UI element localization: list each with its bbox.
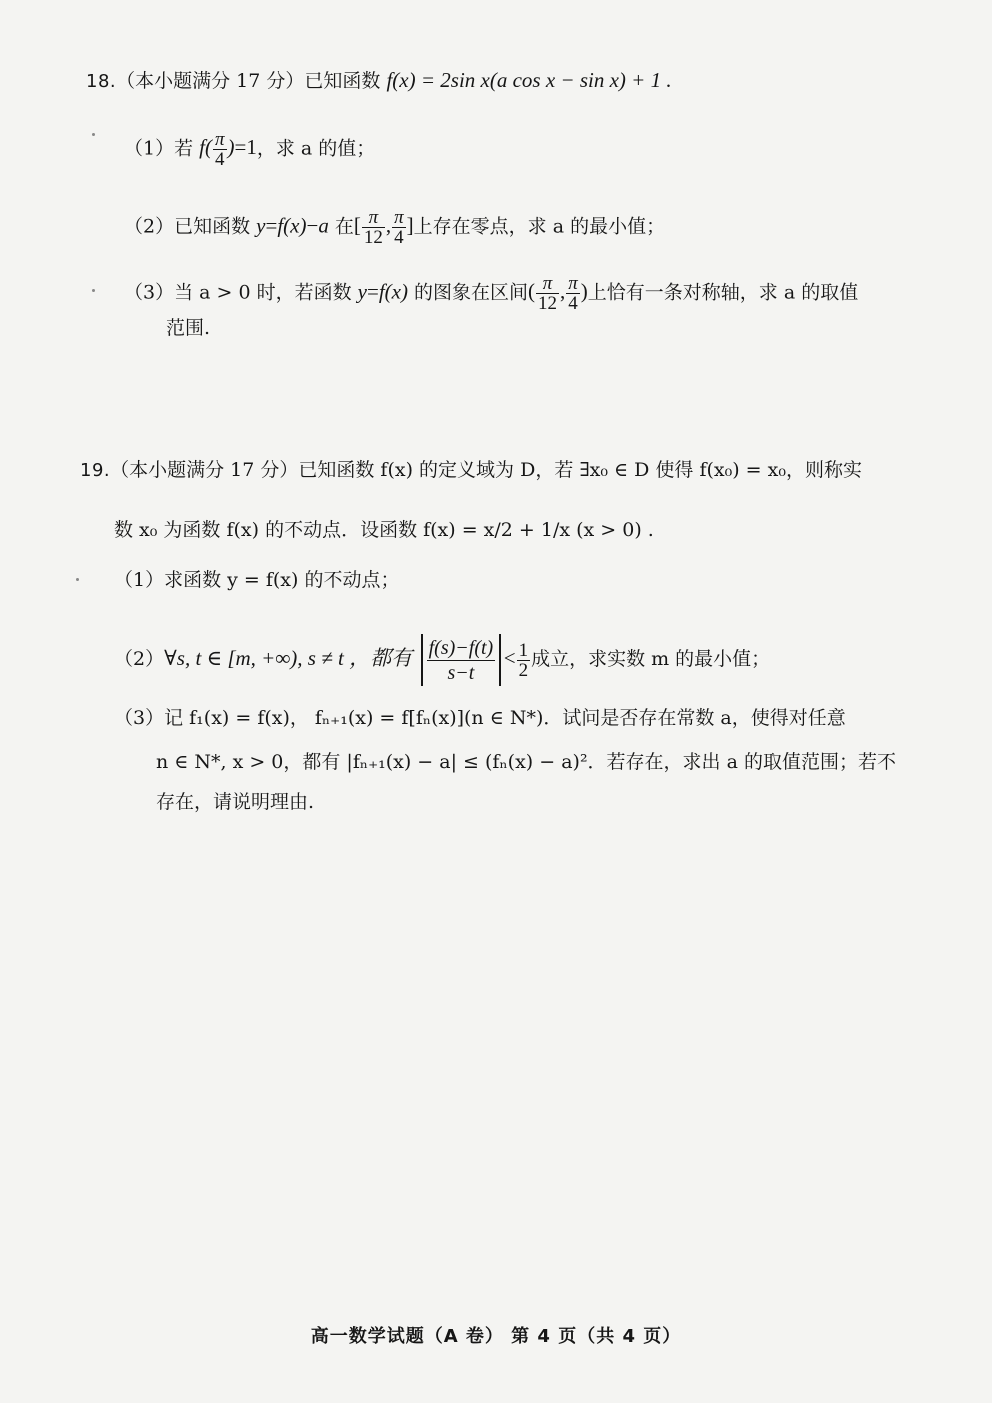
part-math: $\frac{f(s)-f(t)}{s-t}$ < $\frac{1}{2}$: [418, 646, 531, 670]
problem-19-header-continuation: 数 x₀ 为函数 f(x) 的不动点．设函数 f(x) = x/2 + 1/x (x > 0) .: [114, 519, 654, 541]
problem-18-formula: f(x) = 2sin x(a cos x − sin x) + 1 .: [386, 68, 672, 92]
part-text: 记 f₁(x) = f(x)， fₙ₊₁(x) = f[fₙ(x)](n ∈ N*)．试问是否存在常数 a，使得对任意: [164, 707, 846, 729]
interval: [ $\frac{\pi}{12}$ , $\frac{\pi}{4}$ ]: [353, 207, 414, 248]
problem-18-part-3: （3）当 a > 0 时，若函数 y=f(x) 的图象在区间( $\frac{\pi}{12}$ , $\frac{\pi}{4}$ )上恰有一条对称轴，求 a 的取值: [124, 273, 859, 314]
part-label: （3）: [114, 707, 165, 729]
problem-19-header: [80, 456, 862, 485]
problem-18-part-2: （2）已知函数 y=f(x)−a 在[ $\frac{\pi}{12}$ , $\frac{\pi}{4}$ ]上存在零点，求 a 的最小值；: [124, 207, 666, 248]
problem-18-number: 18.: [86, 71, 117, 92]
part-text: 若: [174, 137, 194, 160]
part-text: 成立，求实数 m 的最小值；: [531, 647, 771, 670]
problem-19-part-1: [114, 566, 399, 594]
part-text: 已知函数: [174, 215, 251, 238]
scan-speck: [76, 578, 79, 581]
part-label: （2）: [114, 647, 165, 670]
part-text: 上恰有一条对称轴，求 a 的取值: [587, 281, 859, 304]
problem-19-part-3: [114, 704, 846, 732]
part-math: y=f(x): [357, 279, 408, 304]
problem-18-header: [86, 66, 672, 96]
part-math: f( $\frac{\pi}{4}$ )=1: [199, 129, 257, 170]
problem-19-intro: （本小题满分 17 分）已知函数 f(x) 的定义域为 D，若 ∃x₀ ∈ D 使得 f(x₀) = x₀，则称实: [110, 459, 862, 481]
problem-18-part-3-continuation: 范围.: [166, 317, 211, 339]
part-math: ∀s, t ∈ [m, +∞), s ≠ t ，都有: [164, 645, 413, 670]
problem-19-part-2: [114, 634, 770, 686]
part-math: y=f(x)−a: [256, 213, 329, 238]
scan-speck: [92, 289, 95, 292]
problem-18-intro: （本小题满分 17 分）已知函数: [116, 70, 381, 92]
interval: ( $\frac{\pi}{12}$ , $\frac{\pi}{4}$ ): [528, 273, 588, 314]
part-text: 求函数 y = f(x) 的不动点；: [164, 569, 400, 591]
page-footer: 高一数学试题（A 卷） 第 4 页（共 4 页）: [310, 1326, 682, 1347]
problem-19-part-3-line-2: n ∈ N*, x > 0，都有 |fₙ₊₁(x) − a| ≤ (fₙ(x) − a)²．若存在，求出 a 的取值范围；若不: [156, 751, 896, 773]
scan-speck: [92, 133, 95, 136]
problem-19-part-3-line-3: 存在，请说明理由.: [156, 791, 315, 813]
part-text: 当 a > 0 时，若函数: [174, 281, 352, 304]
part-label: （3）: [124, 281, 175, 304]
part-text: ，求 a 的值；: [256, 137, 376, 160]
part-text: 上存在零点，求 a 的最小值；: [413, 215, 666, 238]
part-label: （1）: [124, 137, 175, 160]
problem-18-part-1: [124, 130, 375, 169]
part-label: （1）: [114, 569, 165, 591]
part-label: （2）: [124, 215, 175, 238]
problem-19-number: 19.: [80, 460, 111, 481]
